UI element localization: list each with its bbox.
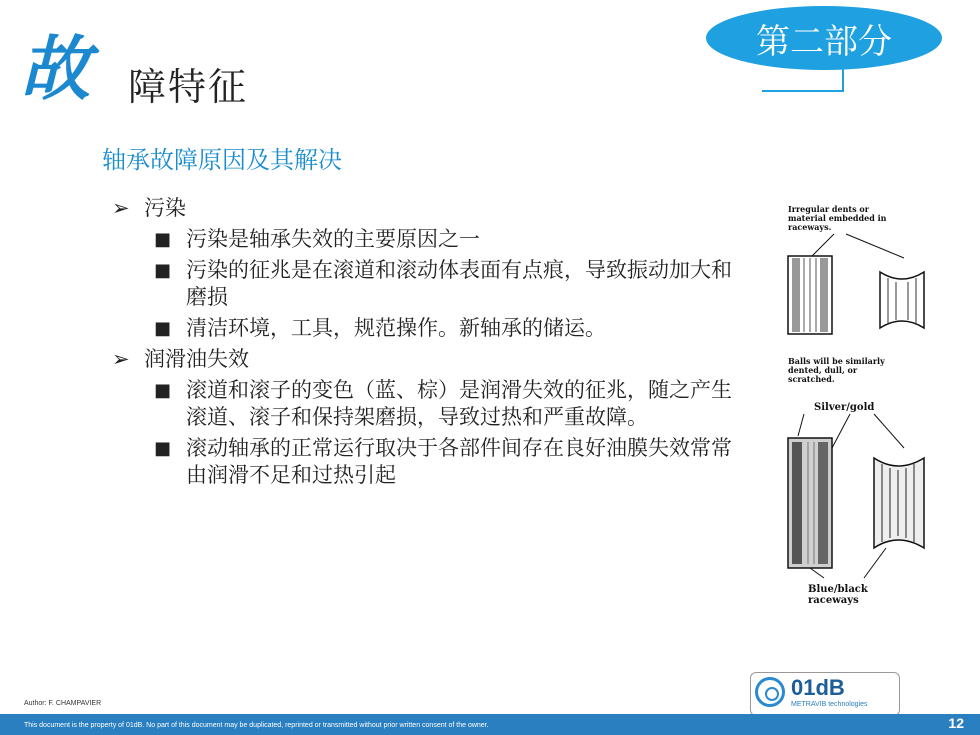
section-heading: [112, 346, 742, 373]
bearing-damage-figure: [774, 196, 934, 608]
figure-label-dents: [788, 204, 887, 232]
bullet-list: [112, 195, 742, 493]
section-heading-text: 污染: [144, 196, 186, 220]
figure-label-dents-text-line: Irregular dents or: [788, 204, 869, 214]
arrow-bullet-icon: ➢: [112, 347, 130, 371]
figure-label-blue-text-line: Blue/black: [808, 584, 868, 595]
list-item-text: 清洁环境，工具，规范操作。新轴承的储运。: [186, 316, 606, 340]
list-item: [154, 377, 742, 431]
list-item: [154, 435, 742, 489]
footer-notice: This document is the property of 01dB. No part of this document may be duplicated, reprinted or transmitted without prior written consent of the owner.: [24, 722, 489, 729]
figure-label-balls-text-line: dented, dull, or: [788, 365, 858, 375]
badge-connector: [842, 64, 844, 92]
figure-label-balls-text: [788, 356, 885, 384]
list-item: [154, 315, 742, 342]
section-heading: [112, 195, 742, 222]
square-bullet-icon: ■: [154, 438, 172, 459]
company-logo: [750, 672, 900, 716]
list-item-text: 污染的征兆是在滚道和滚动体表面有点痕，导致振动加大和磨损: [186, 258, 732, 309]
section-heading-text: 润滑油失效: [144, 347, 249, 371]
badge-underline: [762, 90, 844, 92]
figure-label-balls-text-line: Balls will be similarly: [788, 356, 885, 366]
square-bullet-icon: ■: [154, 318, 172, 339]
page-number: 12: [948, 715, 964, 731]
figure-label-blue: [808, 584, 869, 606]
figure-label-dents-text: [788, 204, 887, 232]
author-line: Author: F. CHAMPAVIER: [24, 700, 102, 707]
figure-label-silver: Silver/gold: [814, 402, 875, 413]
logo-name: 01dB: [791, 675, 845, 700]
list-item-text: 污染是轴承失效的主要原因之一: [186, 227, 480, 251]
list-item-text: 滚动轴承的正常运行取决于各部件间存在良好油膜失效常常由润滑不足和过热引起: [186, 436, 732, 487]
arrow-bullet-icon: ➢: [112, 196, 130, 220]
badge-label: 第二部分: [756, 21, 892, 62]
figure-label-balls-text-line: scratched.: [788, 374, 835, 384]
square-bullet-icon: ■: [154, 260, 172, 281]
square-bullet-icon: ■: [154, 229, 172, 250]
slide-subtitle: 轴承故障原因及其解决: [102, 146, 342, 174]
list-item: [154, 226, 742, 253]
figure-label-blue-text: [808, 584, 869, 606]
figure-label-blue-text-line: raceways: [808, 595, 859, 606]
figure-label-dents-text-line: material embedded in: [788, 213, 887, 223]
figure-label-dents-text-line: raceways.: [788, 222, 832, 232]
list-item: [154, 257, 742, 311]
square-bullet-icon: ■: [154, 380, 172, 401]
list-item-text: 滚道和滚子的变色（蓝、棕）是润滑失效的征兆，随之产生滚道、滚子和保持架磨损，导致过热和严重故障。: [186, 378, 732, 429]
page-title: 障特征: [128, 65, 249, 109]
figure-label-balls: [788, 356, 885, 384]
section-badge: [706, 6, 942, 70]
logo-subtitle: METRAVIB technologies: [791, 701, 868, 708]
logo-ring-icon: [755, 677, 785, 707]
title-first-char: 故: [20, 27, 90, 110]
